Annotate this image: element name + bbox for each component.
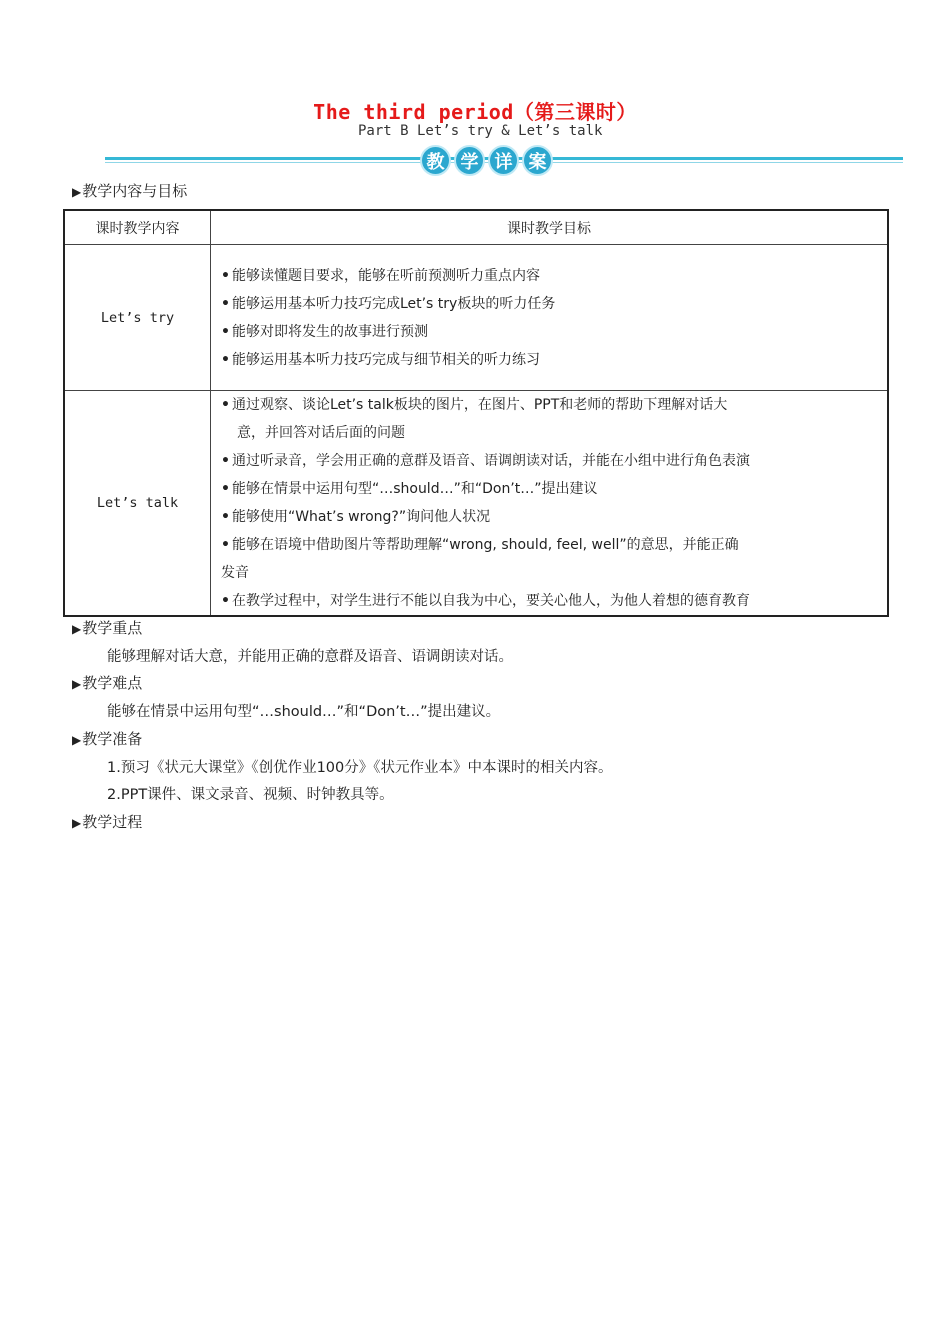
goal-item: • 能够在情景中运用句型“…should…”和“Don’t…”提出建议 <box>221 481 598 497</box>
banner-char: 教 <box>420 145 451 176</box>
preparation-item: 1.预习《状元大课堂》《创优作业100分》《状元作业本》中本课时的相关内容。 <box>107 760 613 776</box>
section-process <box>72 811 142 832</box>
row-goals <box>211 245 889 391</box>
banner-char: 案 <box>522 145 553 176</box>
goal-item-continued: 发音 <box>221 565 249 581</box>
banner-char: 详 <box>488 145 519 176</box>
row-goals <box>211 391 889 617</box>
goal-item: • 能够对即将发生的故事进行预测 <box>221 323 428 340</box>
section-heading: 教学内容与目标 <box>82 182 188 200</box>
triangle-icon: ▶ <box>72 622 82 636</box>
section-heading: 教学难点 <box>82 674 143 692</box>
triangle-icon: ▶ <box>72 185 82 199</box>
goal-item: • 通过观察、谈论Let’s talk板块的图片，在图片、PPT和老师的帮助下理解对话大 <box>221 397 728 413</box>
banner-char: 学 <box>454 145 485 176</box>
section-content-goals <box>72 180 187 201</box>
goal-item: • 通过听录音，学会用正确的意群及语音、语调朗读对话，并能在小组中进行角色表演 <box>221 453 750 469</box>
table-header-content: 课时教学内容 <box>64 210 211 245</box>
triangle-icon: ▶ <box>72 677 82 691</box>
table-row <box>64 245 888 391</box>
table-row <box>64 391 888 617</box>
goal-item: • 能够运用基本听力技巧完成与细节相关的听力练习 <box>221 351 540 368</box>
section-heading: 教学过程 <box>82 813 143 831</box>
triangle-icon: ▶ <box>72 733 82 747</box>
section-preparation <box>72 728 142 749</box>
triangle-icon: ▶ <box>72 816 82 830</box>
section-heading: 教学准备 <box>82 730 143 748</box>
key-points-text: 能够理解对话大意，并能用正确的意群及语音、语调朗读对话。 <box>107 649 513 665</box>
lesson-subtitle: Part B Let’s try & Let’s talk <box>358 123 603 139</box>
goal-item: • 能够在语境中借助图片等帮助理解“wrong, should, feel, well”的意思，并能正确 <box>221 537 739 553</box>
row-content-lets-talk: Let’s talk <box>64 391 211 617</box>
banner-badge <box>420 145 553 177</box>
preparation-item: 2.PPT课件、课文录音、视频、时钟教具等。 <box>107 787 394 803</box>
difficulties-text: 能够在情景中运用句型“…should…”和“Don’t…”提出建议。 <box>107 704 501 720</box>
table-header-goals: 课时教学目标 <box>211 210 889 245</box>
goal-item-continued: 意，并回答对话后面的问题 <box>237 425 405 441</box>
goal-item: • 能够使用“What’s wrong?”询问他人状况 <box>221 509 491 525</box>
lesson-title: The third period（第三课时） <box>313 100 637 124</box>
goal-item: • 能够读懂题目要求，能够在听前预测听力重点内容 <box>221 267 540 284</box>
goal-item: • 在教学过程中，对学生进行不能以自我为中心，要关心他人，为他人着想的德育教育 <box>221 593 750 609</box>
row-content-lets-try: Let’s try <box>64 245 211 391</box>
goal-item: • 能够运用基本听力技巧完成Let’s try板块的听力任务 <box>221 295 556 312</box>
lesson-table <box>63 209 889 617</box>
section-difficulties <box>72 672 142 693</box>
section-key-points <box>72 617 142 638</box>
section-heading: 教学重点 <box>82 619 143 637</box>
